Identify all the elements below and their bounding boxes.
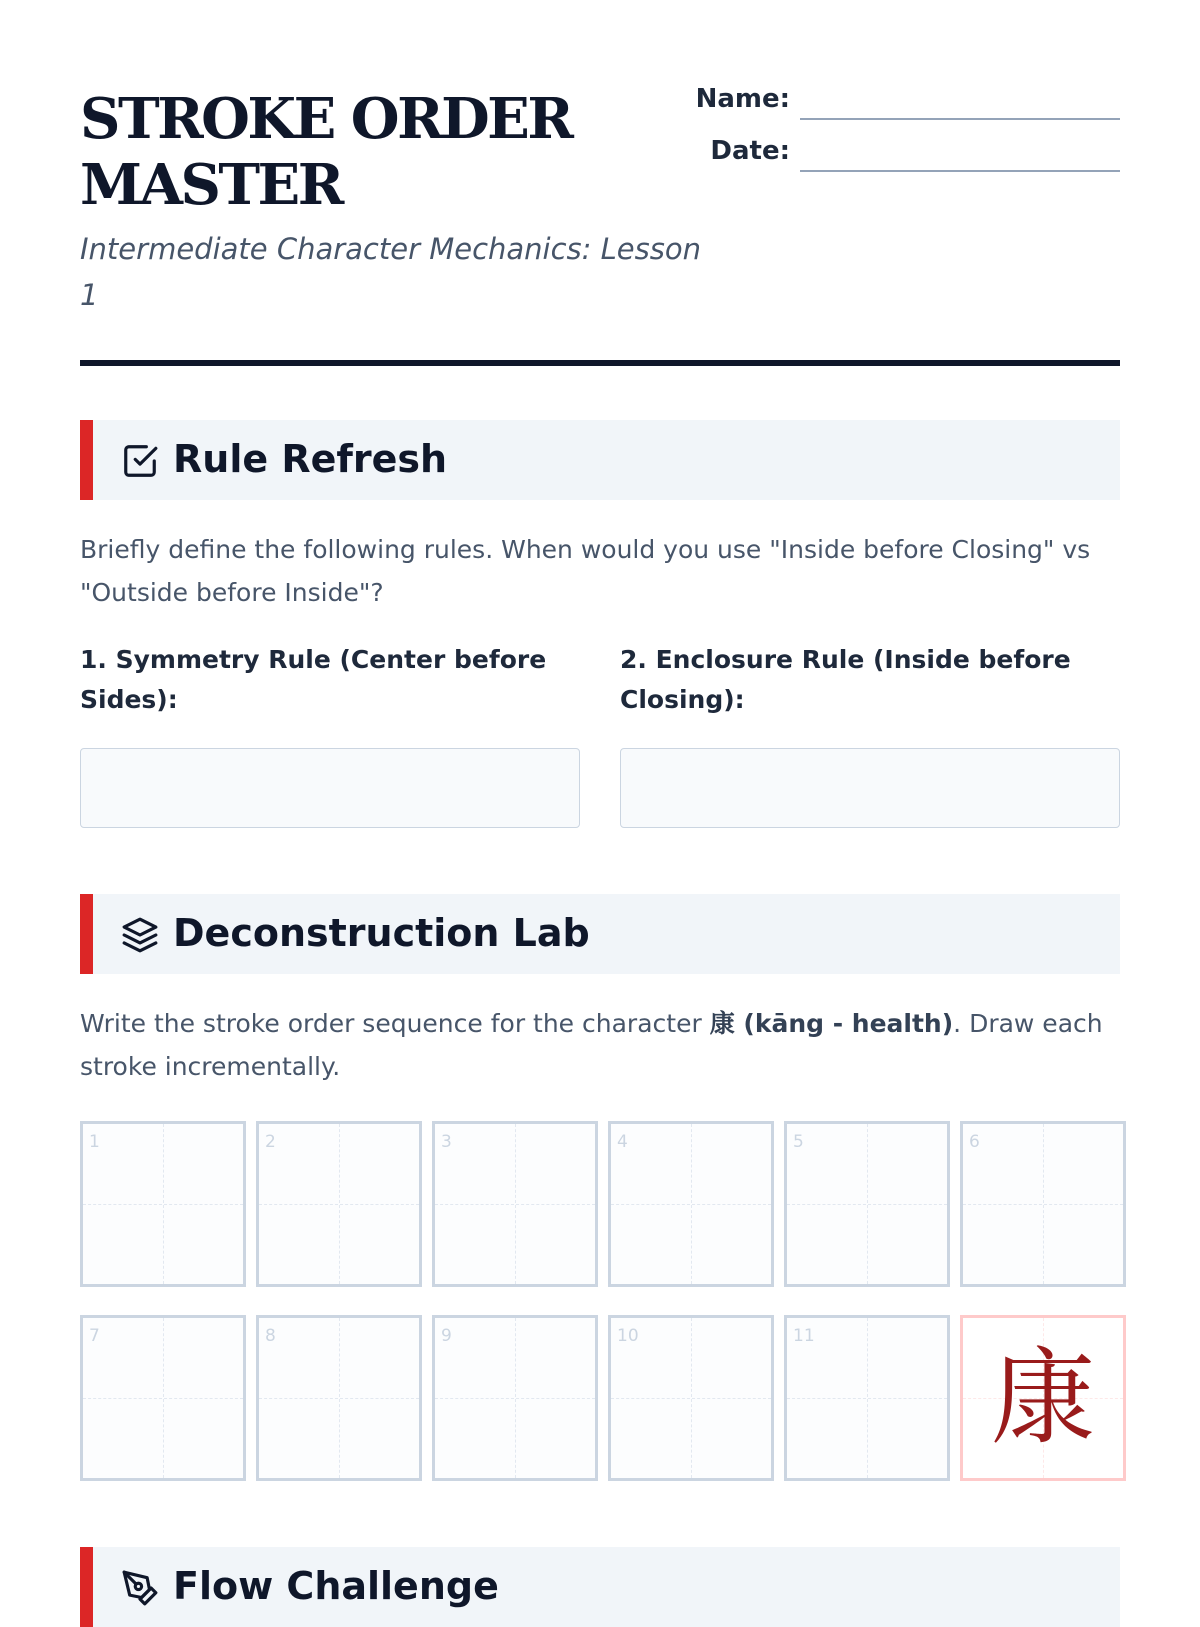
stroke-number: 6 <box>969 1132 980 1152</box>
stroke-number: 9 <box>441 1326 452 1346</box>
practice-cell[interactable] <box>80 1315 246 1481</box>
page-subtitle: Intermediate Character Mechanics: Lesson 1 <box>80 232 701 312</box>
symmetry-rule-answer[interactable] <box>80 748 580 828</box>
instruction-text: . Draw each stroke incrementally. <box>80 1009 1103 1081</box>
section-title: Rule Refresh <box>173 437 448 481</box>
instruction-text: Write the stroke order sequence for the character <box>80 1009 710 1038</box>
deconstruction-instructions <box>80 1002 1120 1088</box>
practice-cell[interactable] <box>256 1121 422 1287</box>
date-label: Date: <box>710 136 790 166</box>
character-term: 康 (kāng - health) <box>709 1009 954 1038</box>
practice-cell[interactable] <box>784 1121 950 1287</box>
stroke-number: 1 <box>89 1132 100 1152</box>
symmetry-rule-label: 1. Symmetry Rule (Center before Sides): <box>80 645 547 714</box>
target-character: 康 <box>990 1337 1095 1459</box>
student-info <box>670 78 1120 182</box>
section-header-deconstruction-lab <box>80 894 1120 974</box>
page-title: STROKE ORDER MASTER <box>80 86 572 218</box>
practice-cell[interactable] <box>432 1315 598 1481</box>
layers-icon <box>121 916 159 954</box>
practice-cell[interactable] <box>608 1121 774 1287</box>
rule-refresh-instructions: Briefly define the following rules. When would you use "Inside before Closing" vs "Outside before Inside"? <box>80 535 1091 607</box>
name-row <box>670 78 1120 130</box>
section-title: Flow Challenge <box>173 1564 499 1608</box>
section-header-flow-challenge <box>80 1547 1120 1627</box>
stroke-number: 5 <box>793 1132 804 1152</box>
section-header-rule-refresh <box>80 420 1120 500</box>
practice-cell[interactable] <box>960 1121 1126 1287</box>
target-character-cell <box>960 1315 1126 1481</box>
practice-cell[interactable] <box>80 1121 246 1287</box>
date-field[interactable] <box>800 170 1120 172</box>
enclosure-rule-answer[interactable] <box>620 748 1120 828</box>
stroke-number: 11 <box>793 1326 815 1346</box>
checkbox-icon <box>121 442 159 480</box>
header-divider <box>80 360 1120 366</box>
stroke-number: 4 <box>617 1132 628 1152</box>
practice-cell[interactable] <box>608 1315 774 1481</box>
date-row <box>670 130 1120 182</box>
stroke-number: 8 <box>265 1326 276 1346</box>
stroke-number: 3 <box>441 1132 452 1152</box>
section-title: Deconstruction Lab <box>173 911 590 955</box>
practice-cell[interactable] <box>784 1315 950 1481</box>
name-field[interactable] <box>800 118 1120 120</box>
enclosure-rule-label: 2. Enclosure Rule (Inside before Closing): <box>620 645 1071 714</box>
practice-cell[interactable] <box>256 1315 422 1481</box>
practice-cell[interactable] <box>432 1121 598 1287</box>
stroke-number: 10 <box>617 1326 639 1346</box>
stroke-number: 2 <box>265 1132 276 1152</box>
pen-tool-icon <box>121 1569 159 1607</box>
stroke-number: 7 <box>89 1326 100 1346</box>
worksheet-page <box>80 0 1120 1608</box>
name-label: Name: <box>695 84 790 114</box>
